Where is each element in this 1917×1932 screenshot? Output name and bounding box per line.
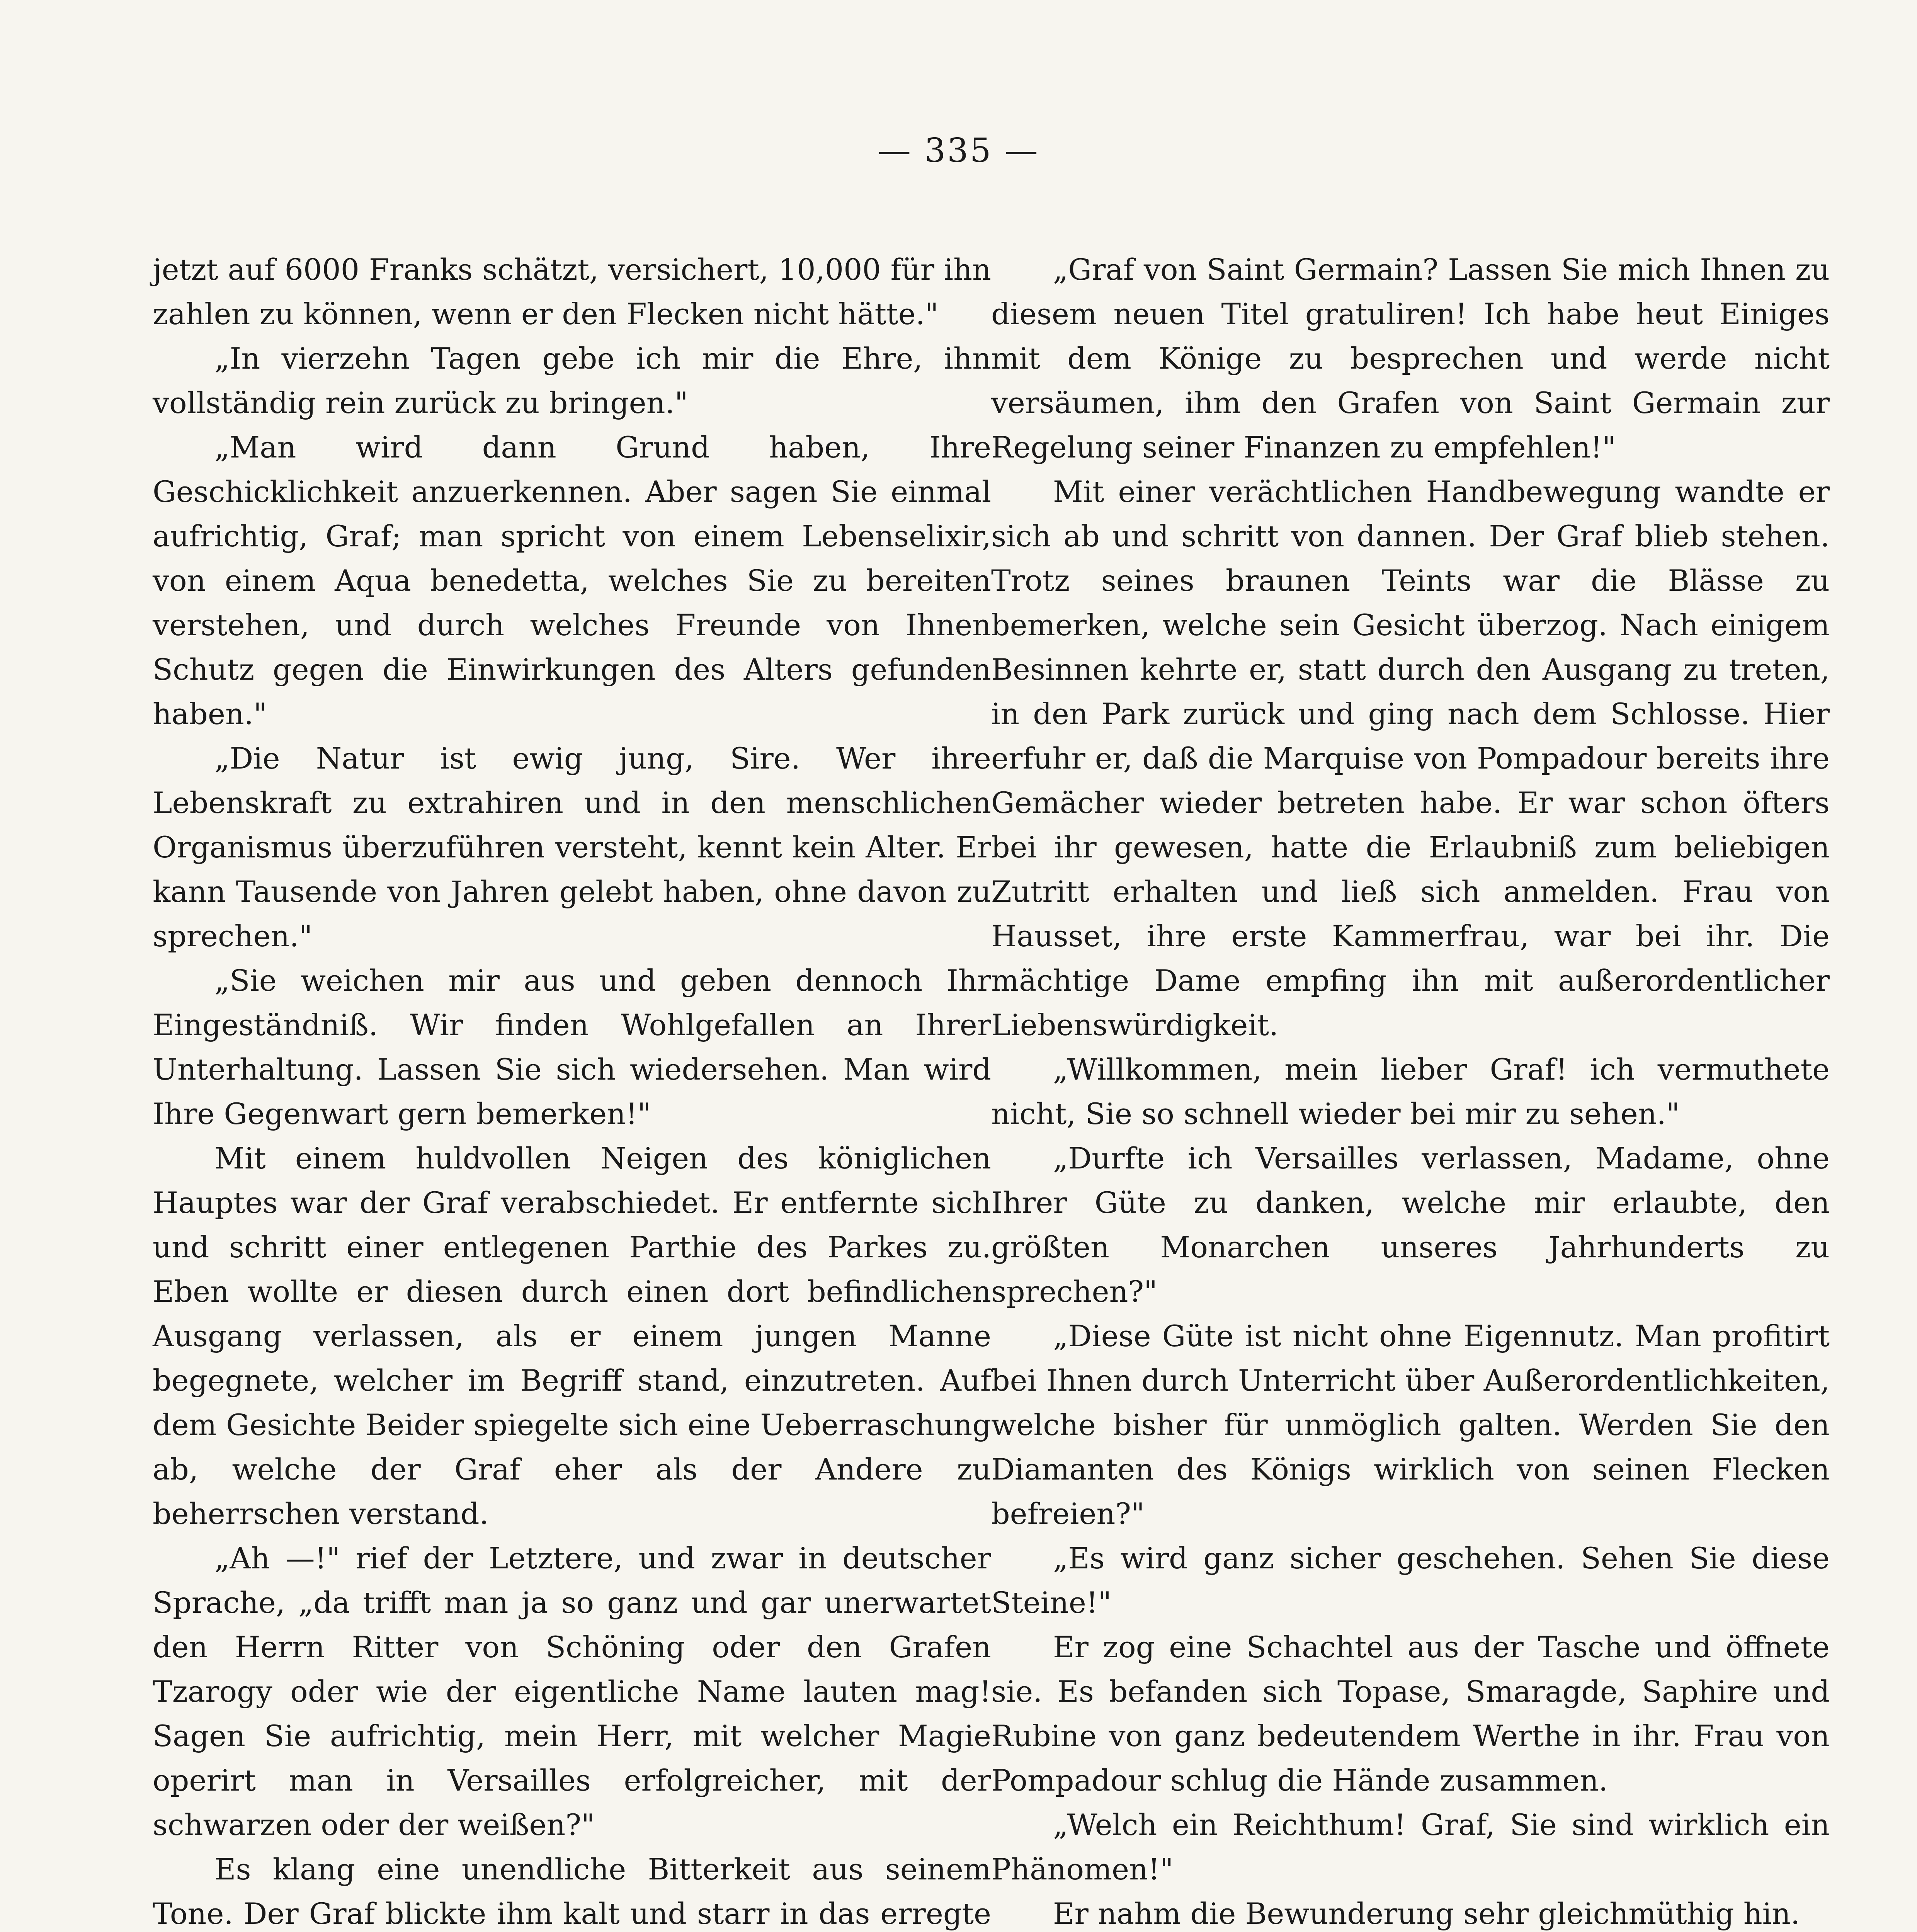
paragraph: „Es wird ganz sicher geschehen. Sehen Sie diese Steine!" (991, 1541, 1830, 1620)
paragraph: jetzt auf 6000 Franks schätzt, versichert, 10,000 für ihn zahlen zu können, wenn er den Flecken nicht hätte." (153, 252, 991, 331)
paragraph: „Sie weichen mir aus und geben dennoch Ihr Eingeständniß. Wir finden Wohlgefallen an Ihrer Unterhaltung. Lassen Sie sich wiedersehen. Man wird Ihre Gegenwart gern bemerken!" (153, 963, 991, 1131)
paragraph: Es klang eine unendliche Bitterkeit aus seinem Tone. Der Graf blickte ihm kalt und starr in das erregte (153, 1852, 991, 1931)
right-column-body (991, 247, 1830, 1932)
paragraph: „Graf von Saint Germain? Lassen Sie mich Ihnen zu diesem neuen Titel gratuliren! Ich habe heut Einiges mit dem Könige zu besprechen und werde nicht versäumen, ihm den Grafen von Saint Germain zur Regelung seiner Finanzen zu empfehlen!" (991, 252, 1830, 464)
right-column (991, 247, 1830, 1932)
paragraph: „Die Natur ist ewig jung, Sire. Wer ihre Lebenskraft zu extrahiren und in den menschlichen Organismus überzuführen versteht, kennt kein Alter. Er kann Tausende von Jahren gelebt haben, ohne davon zu sprechen." (153, 741, 991, 953)
paragraph: „Willkommen, mein lieber Graf! ich vermuthete nicht, Sie so schnell wieder bei mir zu sehen." (991, 1052, 1830, 1131)
paragraph: „Durfte ich Versailles verlassen, Madame, ohne Ihrer Güte zu danken, welche mir erlaubte, den größten Monarchen unseres Jahrhunderts zu sprechen?" (991, 1141, 1830, 1309)
paragraph: Er nahm die Bewunderung sehr gleichmüthig hin. (1053, 1896, 1800, 1931)
paragraph: Mit einer verächtlichen Handbewegung wandte er sich ab und schritt von dannen. Der Graf blieb stehen. Trotz seines braunen Teints war die Blässe zu bemerken, welche sein Gesicht überzog. Nach einigem Besinnen kehrte er, statt durch den Ausgang zu treten, in den Park zurück und ging nach dem Schlosse. Hier erfuhr er, daß die Marquise von Pompadour bereits ihre Gemächer wieder betreten habe. Er war schon öfters bei ihr gewesen, hatte die Erlaubniß zum beliebigen Zutritt erhalten und ließ sich anmelden. Frau von Hausset, ihre erste Kammerfrau, war bei ihr. Die mächtige Dame empfing ihn mit außerordentlicher Liebenswürdigkeit. (991, 474, 1830, 1042)
paragraph: „Man wird dann Grund haben, Ihre Geschicklichkeit anzuerkennen. Aber sagen Sie einmal aufrichtig, Graf; man spricht von einem Lebenselixir, von einem Aqua benedetta, welches Sie zu bereiten verstehen, und durch welches Freunde von Ihnen Schutz gegen die Einwirkungen des Alters gefunden haben." (153, 430, 991, 731)
paragraph: „In vierzehn Tagen gebe ich mir die Ehre, ihn vollständig rein zurück zu bringen." (153, 341, 991, 420)
left-column (153, 247, 991, 1932)
paragraph: Er zog eine Schachtel aus der Tasche und öffnete sie. Es befanden sich Topase, Smaragde, Saphire und Rubine von ganz bedeutendem Werthe in ihr. Frau von Pompadour schlug die Hände zusammen. (991, 1630, 1830, 1798)
paragraph: „Ah —!" rief der Letztere, und zwar in deutscher Sprache, „da trifft man ja so ganz und gar unerwartet den Herrn Ritter von Schöning oder den Grafen Tzarogy oder wie der eigentliche Name lauten mag! Sagen Sie aufrichtig, mein Herr, mit welcher Magie operirt man in Versailles erfolgreicher, mit der schwarzen oder der weißen?" (153, 1541, 991, 1842)
page-number: — 335 — (878, 131, 1039, 170)
paragraph: Mit einem huldvollen Neigen des königlichen Hauptes war der Graf verabschiedet. Er entfernte sich und schritt einer entlegenen Parthie des Parkes zu. Eben wollte er diesen durch einen dort befindlichen Ausgang verlassen, als er einem jungen Manne begegnete, welcher im Begriff stand, einzutreten. Auf dem Gesichte Beider spiegelte sich eine Ueberraschung ab, welche der Graf eher als der Andere zu beherrschen verstand. (153, 1141, 991, 1531)
paragraph: „Diese Güte ist nicht ohne Eigennutz. Man profitirt bei Ihnen durch Unterricht über Außerordentlichkeiten, welche bisher für unmöglich galten. Werden Sie den Diamanten des Königs wirklich von seinen Flecken befreien?" (991, 1319, 1830, 1531)
paragraph: „Welch ein Reichthum! Graf, Sie sind wirklich ein Phänomen!" (991, 1808, 1830, 1886)
